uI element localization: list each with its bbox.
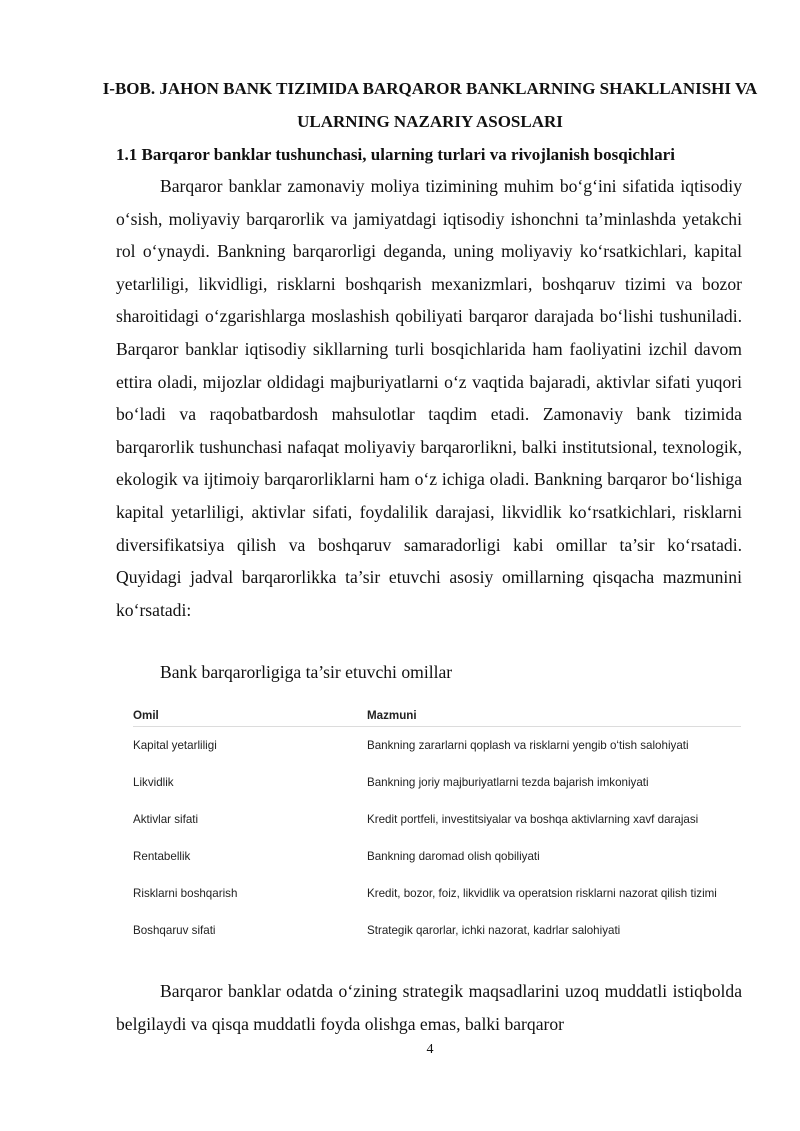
table-row bbox=[133, 912, 741, 949]
table-cell-content: Bankning joriy majburiyatlarni tezda bajarish imkoniyati bbox=[367, 776, 649, 789]
factors-table bbox=[133, 704, 741, 949]
table-cell-factor: Rentabellik bbox=[133, 850, 191, 863]
table-header bbox=[133, 704, 741, 727]
table-cell-content: Bankning zararlarni qoplash va risklarni yengib o‘tish salohiyati bbox=[367, 739, 689, 752]
table-cell-content: Bankning daromad olish qobiliyati bbox=[367, 850, 540, 863]
table-row bbox=[133, 727, 741, 764]
table-row bbox=[133, 801, 741, 838]
table-cell-factor: Likvidlik bbox=[133, 776, 174, 789]
body-paragraph-2: Barqaror banklar odatda o‘zining strategik maqsadlarini uzoq muddatli istiqbolda belgilaydi va qisqa muddatli foyda olishga emas, balki barqaror bbox=[116, 981, 742, 1034]
body-paragraph-1: Barqaror banklar zamonaviy moliya tizimining muhim bo‘g‘ini sifatida iqtisodiy o‘sish, moliyaviy barqarorlik va jamiyatdagi iqtisodiy ishonchni ta’minlashda yetakchi rol o‘ynaydi. Bankning barqarorligi deganda, uning moliyaviy ko‘rsatkichlari, kapital yetarliligi, likvidligi, risklarni boshqarish mexanizmlari, boshqaruv tizimi va bozor sharoitidagi o‘zgarishlarga moslashish qobiliyati barqaror darajada bo‘lishi tushuniladi. Barqaror banklar iqtisodiy sikllarning turli bosqichlarida ham faoliyatini izchil davom ettira oladi, mijozlar oldidagi majburiyatlarni o‘z vaqtida bajaradi, aktivlar sifati yuqori bo‘ladi va raqobatbardosh mahsulotlar taqdim etadi. Zamonaviy bank tizimida barqarorlik tushunchasi nafaqat moliyaviy barqarorlikni, balki institutsional, texnologik, ekologik va ijtimoiy barqarorliklarni ham o‘z ichiga oladi. Bankning barqaror bo‘lishiga kapital yetarliligi, aktivlar sifati, foydalilik darajasi, likvidlik ko‘rsatkichlari, risklarni diversifikatsiya qilish va boshqaruv samaradorligi kabi omillar ta’sir ko‘rsatadi. Quyidagi jadval barqarorlikka ta’sir etuvchi asosiy omillarning qisqacha mazmunini ko‘rsatadi: bbox=[116, 176, 742, 620]
table-cell-factor: Risklarni boshqarish bbox=[133, 887, 238, 900]
table-cell-content: Kredit portfeli, investitsiyalar va boshqa aktivlarning xavf darajasi bbox=[367, 813, 699, 826]
column-header-factor: Omil bbox=[133, 708, 159, 722]
table-cell-factor: Kapital yetarliligi bbox=[133, 739, 217, 752]
table-cell-content: Kredit, bozor, foiz, likvidlik va operatsion risklarni nazorat qilish tizimi bbox=[367, 887, 717, 900]
table-caption: Bank barqarorligiga ta’sir etuvchi omillar bbox=[160, 662, 453, 682]
table-row bbox=[133, 838, 741, 875]
section-title: 1.1 Barqaror banklar tushunchasi, ularning turlari va rivojlanish bosqichlari bbox=[116, 145, 675, 164]
table-row bbox=[133, 764, 741, 801]
chapter-title: I-BOB. JAHON BANK TIZIMIDA BARQAROR BANKLARNING SHAKLLANISHI VA ULARNING NAZARIY ASOSLARI bbox=[102, 79, 758, 131]
table-row bbox=[133, 875, 741, 912]
table-cell-factor: Aktivlar sifati bbox=[133, 813, 199, 826]
table-cell-content: Strategik qarorlar, ichki nazorat, kadrlar salohiyati bbox=[367, 924, 621, 937]
page-number: 4 bbox=[426, 1042, 434, 1057]
table-cell-factor: Boshqaruv sifati bbox=[133, 924, 216, 937]
column-header-content: Mazmuni bbox=[367, 708, 417, 722]
